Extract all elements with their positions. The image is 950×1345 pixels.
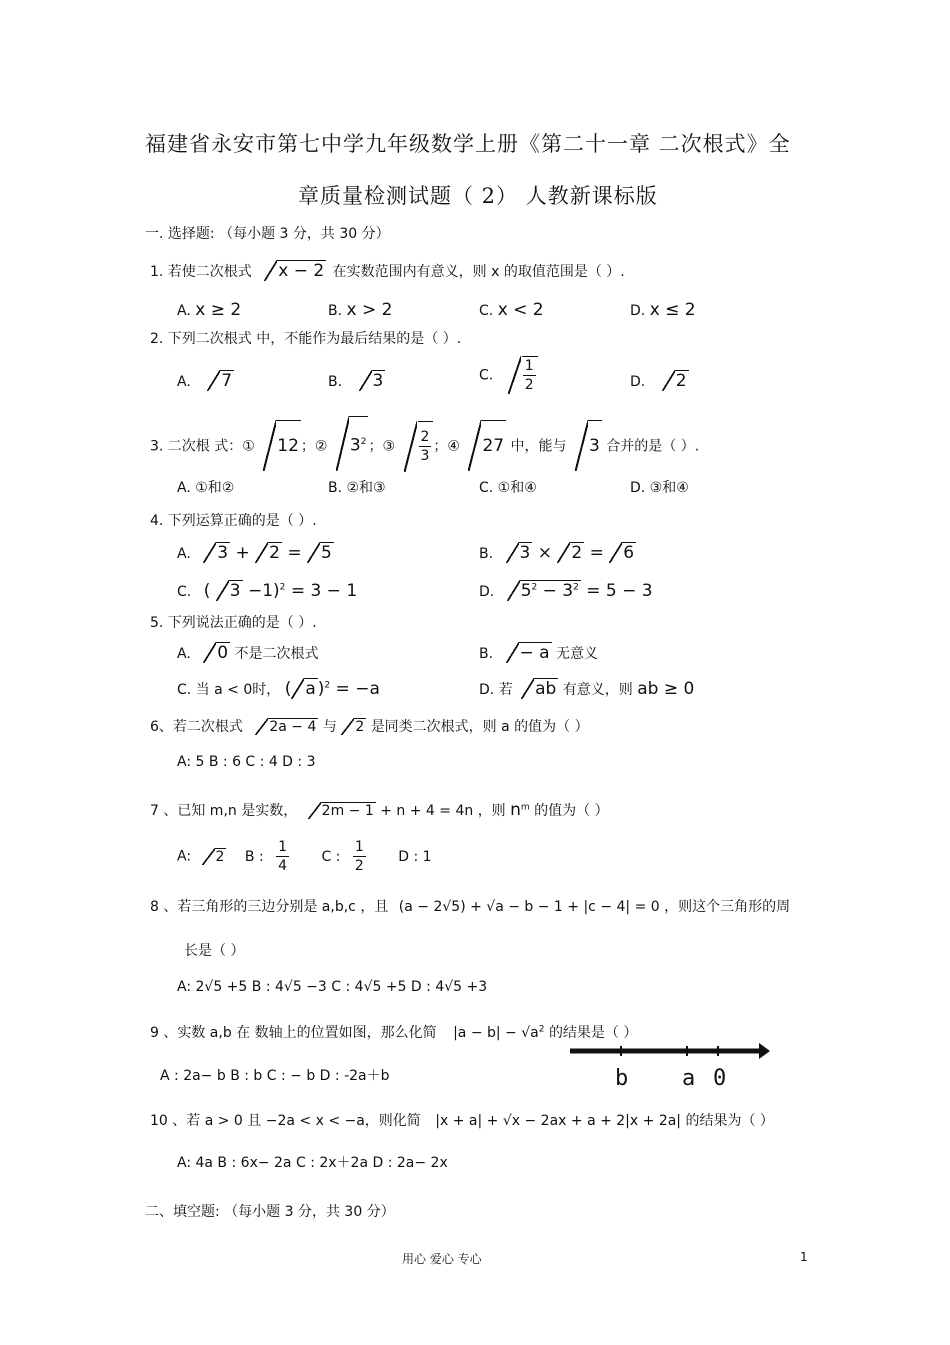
question-4: 4. 下列运算正确的是（ ）. [150,513,317,529]
q1-suffix: 在实数范围内有意义，则 x 的取值范围是（ ）. [332,264,625,280]
section-fill-heading: 二、填空题: （每小题 3 分，共 30 分） [145,1204,395,1220]
q4-option-c: C. ( 3 −1)$^2$ = 3 − 1 [177,581,358,601]
question-8: 8 、若三角形的三边分别是 a,b,c ，且 (a − 2√5) + √a − b − 1 + |c − 4| = 0 ，则这个三角形的周 [150,899,791,915]
title-line-2: 章质量检测试题（ 2） 人教新课标版 [298,184,658,208]
q4-option-a: A. 3 + 2 = 5 [177,543,332,563]
q2-option-d: D. 2 [630,371,687,391]
question-6: 6、若二次根式 2a − 4 与 2 是同类二次根式，则 a 的值为（ ） [150,719,589,735]
q7-options: A: 2 B : $\frac{1}{4}$ C : $\frac{1}{2}$ D : 1 [177,839,432,874]
question-9: 9 、实数 a,b 在 数轴上的位置如图，那么化简 $|a - b| - √a^2$ 的结果是（ ） [150,1024,638,1041]
question-5: 5. 下列说法正确的是（ ）. [150,615,317,631]
title-line-1: 福建省永安市第七中学九年级数学上册《第二十一章 二次根式》全 [145,132,791,156]
footer-motto: 用心 爱心 专心 [402,1252,482,1266]
q3-option-b: B. ②和③ [328,480,386,496]
q5-option-b: B. − a 无意义 [479,643,599,663]
question-8-line-2: 长是（ ） [184,943,245,959]
q1-prefix: 1. 若使二次根式 [150,264,252,280]
q1-option-b: B. x > 2 [328,300,393,320]
q2-option-a: A. 7 [177,371,233,391]
question-7: 7 、已知 m,n 是实数， 2m − 1 + n + 4 = 4n ，则 $n^m$ 的值为（ ） [150,800,609,820]
q5-option-d: D. 若 ab 有意义，则 ab ≥ 0 [479,679,695,699]
q5-option-c: C. 当 a < 0时， ( a )$^2$ = −a [177,679,380,699]
q3-option-a: A. ①和② [177,480,235,496]
q4-option-b: B. 3 × 2 = 6 [479,543,635,563]
number-line-label-b: b [615,1066,629,1091]
q1-option-d: D. x ≤ 2 [630,300,696,320]
q1-option-c: C. x < 2 [479,300,544,320]
q6-options: A: 5 B : 6 C : 4 D : 3 [177,754,316,770]
question-1 [150,260,625,281]
q3-option-c: C. ①和④ [479,480,537,496]
q3-option-d: D. ③和④ [630,480,689,496]
q10-options: A: 4a B : 6x− 2a C : 2x＋2a D : 2a− 2x [177,1155,448,1171]
q9-options: A : 2a− b B : b C : − b D : -2a＋b [160,1068,390,1084]
number-line-figure [565,1038,775,1100]
q1-radical: x − 2 [264,260,326,281]
q2-option-b: B. 3 [328,371,384,391]
number-line-arrow-icon [759,1043,770,1059]
q1-option-a: A. x ≥ 2 [177,300,242,320]
question-10: 10 、若 a > 0 且 −2a < x < −a，则化简 |x + a| + √x − 2ax + a + 2|x + 2a| 的结果为（ ） [150,1113,774,1129]
question-2: 2. 下列二次根式 中，不能作为最后结果的是（ ）. [150,331,462,347]
section-choice-heading: 一. 选择题: （每小题 3 分，共 30 分） [145,226,390,242]
q2-option-c: C. $\frac{1}{2}$ [479,356,538,394]
question-3: 3. 二次根 式：① 12 ；② $3^2$ ；③ $\frac{2}{3}$ ；④ 27 中，能与 3 合并的是（ ）. [150,416,699,472]
number-line-label-a: a [682,1066,696,1091]
q8-options: A: 2√5 +5 B : 4√5 −3 C : 4√5 +5 D : 4√5 +3 [177,979,488,995]
page-number: 1 [800,1250,808,1264]
q4-option-d: D. $5^2 - 3^2 = 5 - 3$ [479,581,653,601]
q5-option-a: A. 0 不是二次根式 [177,643,319,663]
number-line-label-0: 0 [713,1066,727,1091]
